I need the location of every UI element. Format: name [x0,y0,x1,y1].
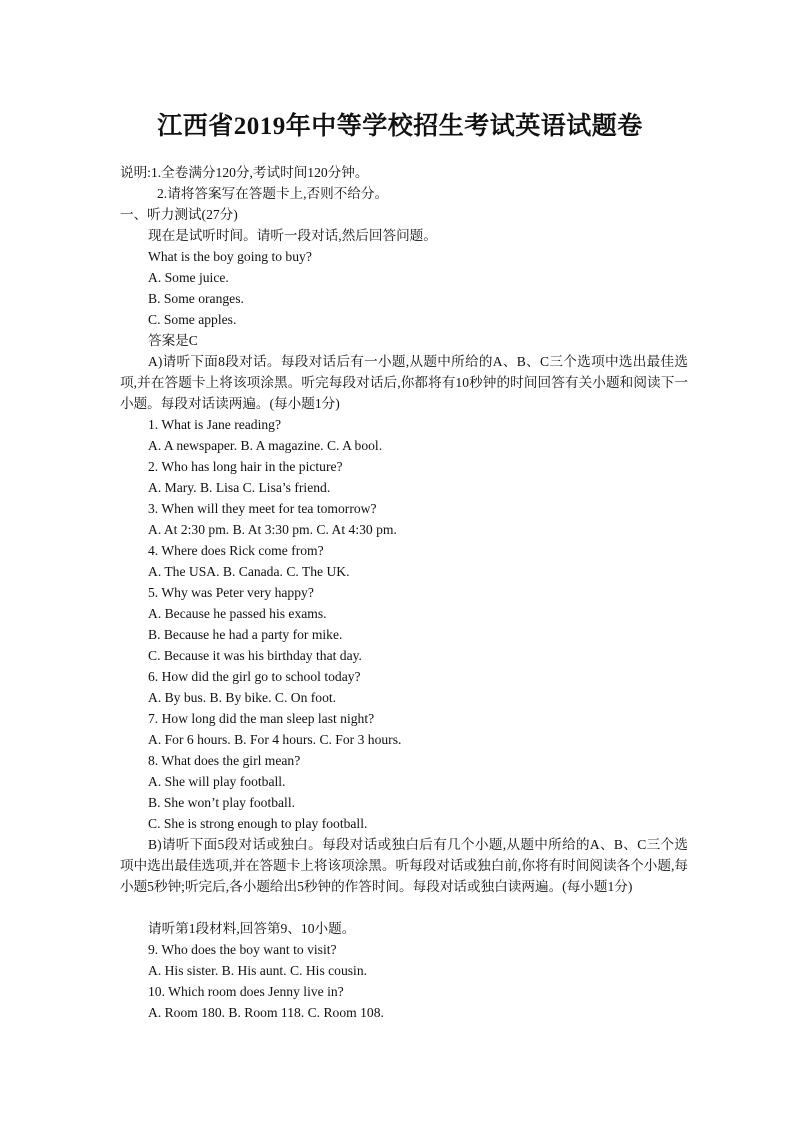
option-line: A. A newspaper. B. A magazine. C. A bool. [148,438,383,453]
trial-option-c: C. Some apples. [148,312,237,327]
question-line: 2. Who has long hair in the picture? [148,459,343,474]
option-line: A. By bus. B. By bike. C. On foot. [148,690,337,705]
option-line: A. The USA. B. Canada. C. The UK. [148,564,350,579]
option-line: A. For 6 hours. B. For 4 hours. C. For 3 hours. [148,732,402,747]
option-line: A. At 2:30 pm. B. At 3:30 pm. C. At 4:30 pm. [148,522,397,537]
section-heading: 一、听力测试(27分) [120,207,238,222]
question-line: 1. What is Jane reading? [148,417,281,432]
option-line: A. She will play football. [148,774,286,789]
question-line: 5. Why was Peter very happy? [148,585,314,600]
trial-option-a: A. Some juice. [148,270,229,285]
option-line: A. Room 180. B. Room 118. C. Room 108. [148,1005,384,1020]
part-a-instructions: A)请听下面8段对话。每段对话后有一小题,从题中所给的A、B、C三个选项中选出最佳选项,并在答题卡上将该项涂黑。听完每段对话后,你都将有10秒钟的时间回答有关小题和阅读下一小题。每段对话读两遍。(每小题1分) [120,354,688,411]
note-1: 说明:1.全卷满分120分,考试时间120分钟。 [120,165,369,180]
option-line: A. Mary. B. Lisa C. Lisa’s friend. [148,480,331,495]
question-line: 6. How did the girl go to school today? [148,669,361,684]
note-2: 2.请将答案写在答题卡上,否则不给分。 [157,186,389,201]
trial-answer: 答案是C [148,333,198,348]
question-line: 7. How long did the man sleep last night? [148,711,375,726]
question-line: 4. Where does Rick come from? [148,543,324,558]
question-line: 8. What does the girl mean? [148,753,301,768]
option-line: B. Because he had a party for mike. [148,627,343,642]
option-line: C. Because it was his birthday that day. [148,648,362,663]
option-line: B. She won’t play football. [148,795,296,810]
material-prompt: 请听第1段材料,回答第9、10小题。 [148,921,356,936]
exam-title: 江西省2019年中等学校招生考试英语试题卷 [157,113,643,140]
option-line: A. His sister. B. His aunt. C. His cousin. [148,963,368,978]
trial-question: What is the boy going to buy? [148,249,312,264]
option-line: C. She is strong enough to play football. [148,816,368,831]
trial-intro: 现在是试听时间。请听一段对话,然后回答问题。 [148,228,437,243]
question-line: 10. Which room does Jenny live in? [148,984,344,999]
part-b-instructions: B)请听下面5段对话或独白。每段对话或独白后有几个小题,从题中所给的A、B、C三个选项中选出最佳选项,并在答题卡上将该项涂黑。听每段对话或独白前,你将有时间阅读各个小题,每小题5秒钟;听完后,各小题给出5秒钟的作答时间。每段对话或独白读两遍。(每小题1分) [120,837,688,894]
trial-option-b: B. Some oranges. [148,291,244,306]
question-line: 9. Who does the boy want to visit? [148,942,337,957]
question-line: 3. When will they meet for tea tomorrow? [148,501,377,516]
option-line: A. Because he passed his exams. [148,606,327,621]
